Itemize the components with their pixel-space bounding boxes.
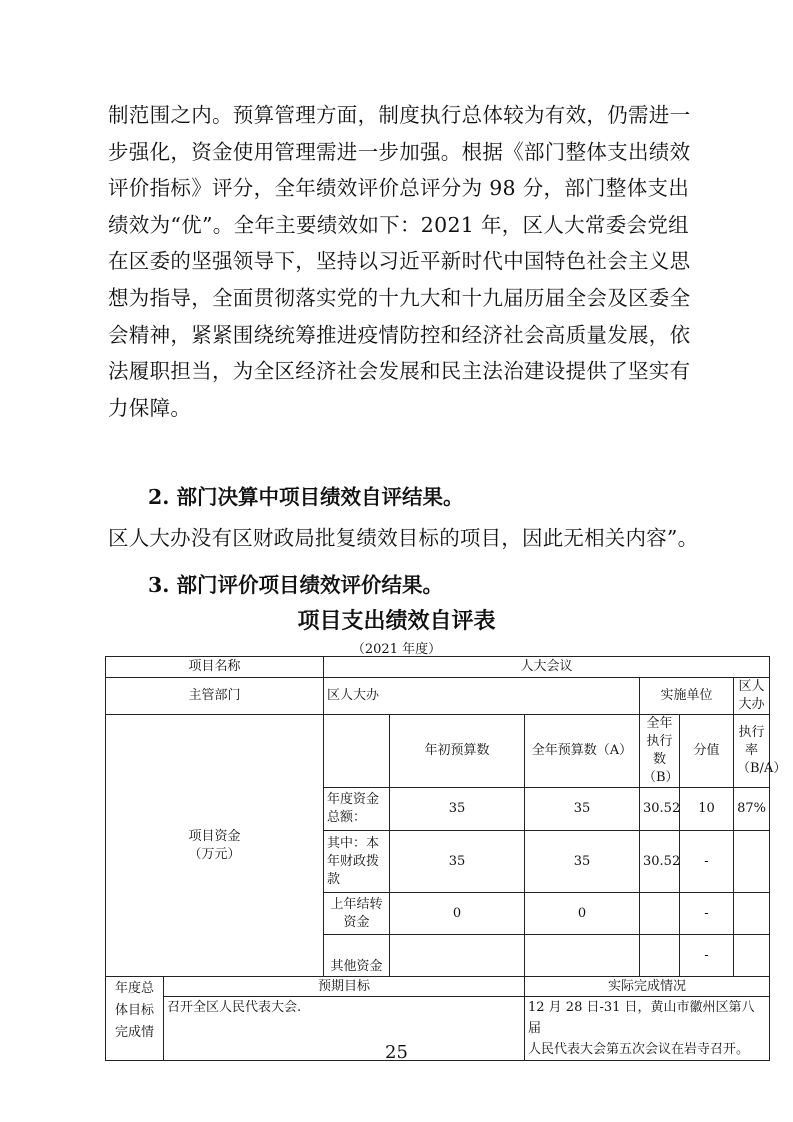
cell-score: - [680, 893, 734, 935]
cell-initial: 0 [390, 893, 525, 935]
dept-label: 主管部门 [106, 678, 324, 715]
cell-executed: 30.52 [640, 788, 680, 831]
table-title: 项目支出绩效自评表 [297, 608, 496, 634]
cell-annual: 35 [525, 788, 640, 831]
row-label: 年度资金总额： [324, 788, 390, 831]
body-line: 评价指标》评分，全年绩效评价总评分为 98 分，部门整体支出 [108, 176, 690, 201]
header-rate: 执行率 [738, 725, 765, 758]
actual-line-1: 12 月 28 日-31 日，黄山市徽州区第八届 [528, 1000, 755, 1036]
project-name-label: 项目名称 [106, 657, 324, 678]
impl-label: 实施单位 [640, 678, 734, 715]
cell-rate [734, 831, 770, 893]
cell-score: - [680, 935, 734, 977]
funds-unit: （万元） [188, 846, 241, 862]
section-2-text: 区人大办没有区财政局批复绩效目标的项目，因此无相关内容”。 [108, 526, 699, 550]
cell-annual [525, 935, 640, 977]
actual-line-2: 人民代表大会第五次会议在岩寺召开。 [528, 1042, 750, 1057]
cell-rate: 87% [734, 788, 770, 831]
body-line: 想为指导，全面贯彻落实党的十九大和十九届历届全会及区委全 [108, 285, 691, 310]
cell-initial [390, 935, 525, 977]
dept-value: 区人大办 [324, 678, 640, 715]
funds-label: 项目资金 [188, 828, 241, 844]
expected-label: 预期目标 [164, 977, 525, 997]
funds-label-cell [106, 715, 324, 977]
body-line: 会精神，紧紧围绕统筹推进疫情防控和经济社会高质量发展，依 [108, 322, 691, 347]
header-initial: 年初预算数 [390, 715, 525, 788]
header-score: 分值 [680, 715, 734, 788]
cell-executed [640, 893, 680, 935]
goal-label: 年度总体目标完成情 [106, 977, 164, 1061]
body-line: 制范围之内。预算管理方面，制度执行总体较为有效，仍需进一 [108, 103, 691, 127]
impl-value: 区人大办 [734, 678, 770, 715]
row-label: 上年结转资金 [324, 893, 390, 935]
cell-annual: 35 [525, 831, 640, 893]
header-executed: 全年执行数（B） [640, 715, 680, 788]
section-3-heading: 3. 部门评价项目绩效评价结果。 [148, 573, 444, 597]
header-annual: 全年预算数（A） [525, 715, 640, 788]
expected-value: 召开全区人民代表大会. [164, 997, 525, 1061]
row-label: 其他资金 [324, 935, 390, 977]
header-rate-cell [734, 715, 787, 788]
header-blank [324, 715, 390, 788]
body-line: 步强化，资金使用管理需进一步加强。根据《部门整体支出绩效 [108, 139, 691, 164]
row-label: 其中：本年财政拨款 [324, 831, 390, 893]
page-number: 25 [385, 1042, 408, 1063]
cell-rate [734, 893, 770, 935]
performance-table [105, 656, 787, 1061]
cell-executed [640, 935, 680, 977]
body-line: 在区委的坚强领导下，坚持以习近平新时代中国特色社会主义思 [108, 249, 691, 274]
cell-score: 10 [680, 788, 734, 831]
cell-initial: 35 [390, 788, 525, 831]
cell-initial: 35 [390, 831, 525, 893]
body-line: 力保障。 [108, 395, 192, 420]
table-subtitle: （2021 年度） [351, 642, 442, 657]
body-paragraph [108, 97, 700, 426]
project-name: 人大会议 [324, 657, 770, 678]
cell-annual: 0 [525, 893, 640, 935]
cell-executed: 30.52 [640, 831, 680, 893]
cell-rate [734, 935, 770, 977]
body-line: 法履职担当，为全区经济社会发展和民主法治建设提供了坚实有 [108, 359, 691, 384]
header-rate-sub: （B/A） [737, 761, 787, 776]
section-2-heading: 2. 部门决算中项目绩效自评结果。 [148, 485, 464, 509]
actual-label: 实际完成情况 [525, 977, 770, 997]
body-line: 绩效为“优”。全年主要绩效如下：2021 年，区人大常委会党组 [108, 212, 689, 237]
cell-score: - [680, 831, 734, 893]
